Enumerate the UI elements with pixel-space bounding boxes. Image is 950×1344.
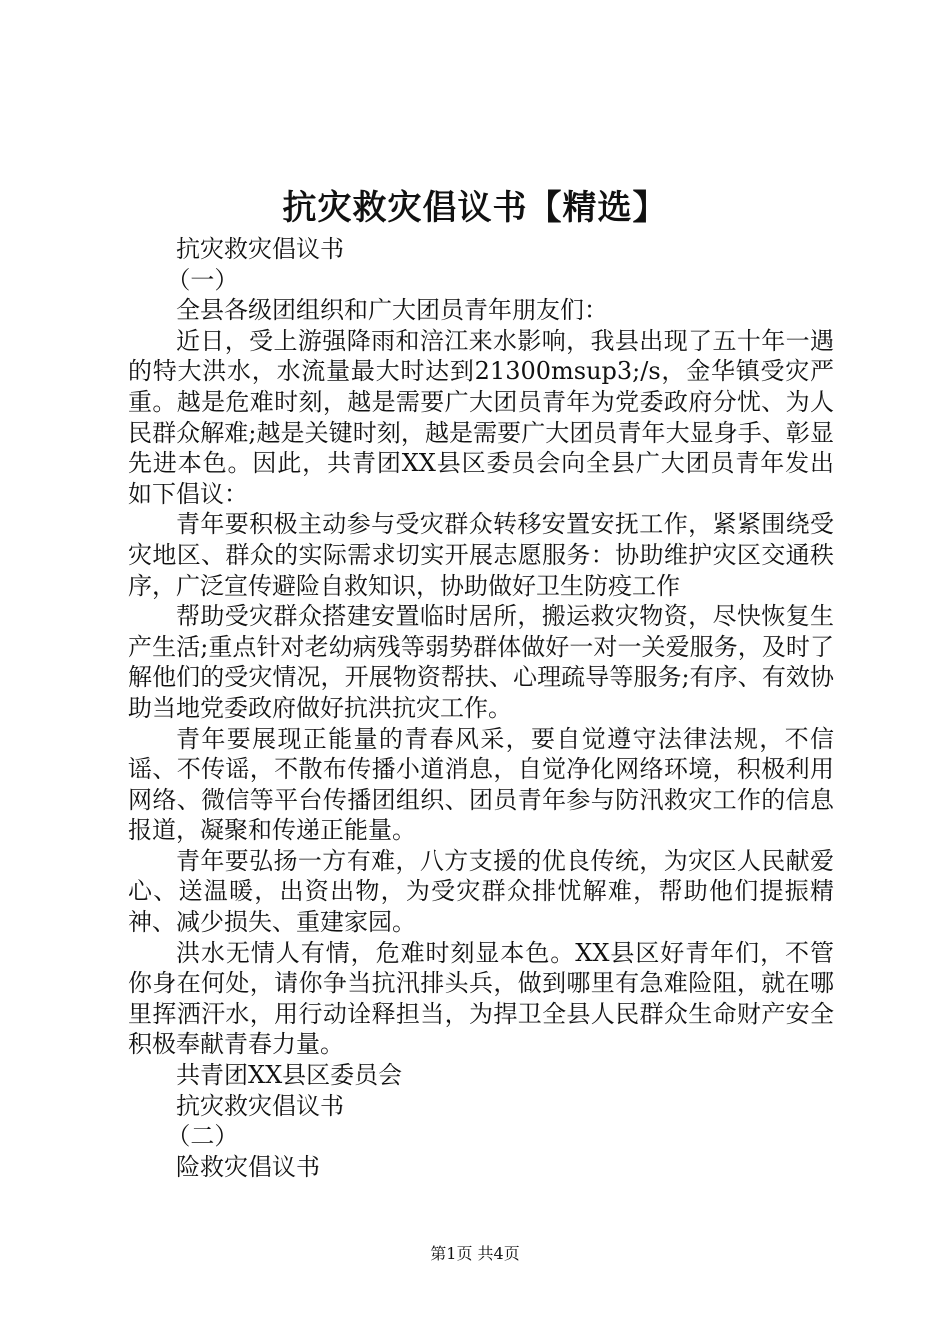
subtitle-paragraph: 抗灾救灾倡议书 bbox=[176, 1091, 344, 1120]
signature-paragraph: 共青团XX县区委员会 bbox=[176, 1061, 403, 1090]
body-paragraph: 近日，受上游强降雨和涪江来水影响，我县出现了五十年一遇的特大洪水，水流量最大时达到21300msup3;/s，金华镇受灾严重。越是危难时刻，越是需要广大团员青年为党委政府分忧、为人民群众解难;越是关键时刻，越是需要广大团员青年大显身手、彰显先进本色。因此，共青团XX县区委员会向全县广大团员青年发出如下倡议： bbox=[128, 326, 834, 508]
subtitle-paragraph: 抗灾救灾倡议书 bbox=[176, 235, 344, 263]
document-body bbox=[128, 234, 834, 1182]
page-footer: 第1页 共4页 bbox=[430, 1244, 520, 1263]
body-paragraph: 青年要积极主动参与受灾群众转移安置安抚工作，紧紧围绕受灾地区、群众的实际需求切实开展志愿服务：协助维护灾区交通秩序，广泛宣传避险自救知识，协助做好卫生防疫工作 bbox=[128, 510, 834, 600]
section-number: （二） bbox=[166, 1122, 239, 1151]
salutation-paragraph: 全县各级团组织和广大团员青年朋友们： bbox=[176, 296, 608, 325]
subtitle-paragraph: 险救灾倡议书 bbox=[176, 1152, 320, 1181]
body-paragraph: 洪水无情人有情，危难时刻显本色。XX县区好青年们，不管你身在何处，请你争当抗汛排头兵，做到哪里有急难险阻，就在哪里挥洒汗水，用行动诠释担当，为捍卫全县人民群众生命财产安全积极奉献青春力量。 bbox=[128, 938, 834, 1059]
section-number: （一） bbox=[166, 265, 239, 294]
body-paragraph: 帮助受灾群众搭建安置临时居所，搬运救灾物资，尽快恢复生产生活;重点针对老幼病残等弱势群体做好一对一关爱服务，及时了解他们的受灾情况，开展物资帮扶、心理疏导等服务;有序、有效协助当地党委政府做好抗洪抗灾工作。 bbox=[128, 602, 834, 722]
document-title: 抗灾救灾倡议书【精选】 bbox=[282, 188, 668, 228]
body-paragraph: 青年要展现正能量的青春风采，要自觉遵守法律法规，不信谣、不传谣，不散布传播小道消息，自觉净化网络环境，积极利用网络、微信等平台传播团组织、团员青年参与防汛救灾工作的信息报道，凝聚和传递正能量。 bbox=[128, 724, 834, 845]
body-paragraph: 青年要弘扬一方有难，八方支援的优良传统，为灾区人民献爱心、送温暖，出资出物，为受灾群众排忧解难，帮助他们提振精神、减少损失、重建家园。 bbox=[128, 846, 834, 937]
